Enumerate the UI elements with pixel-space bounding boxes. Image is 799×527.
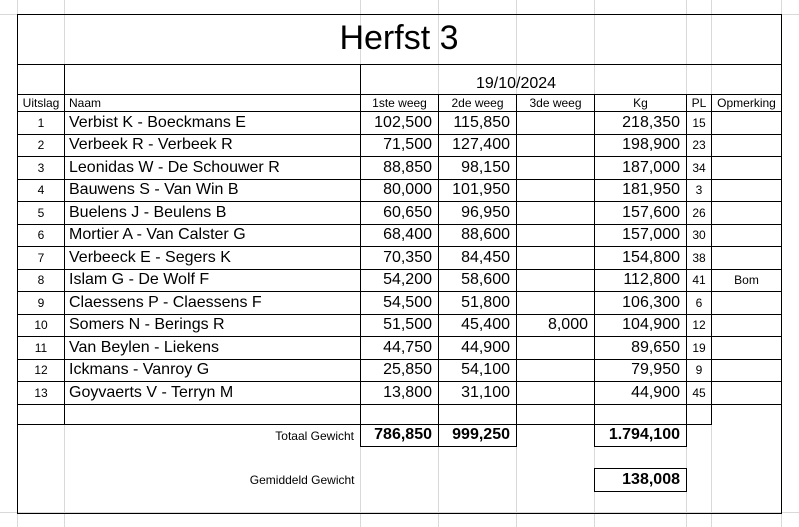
name-cell[interactable]: Leonidas W - De Schouwer R — [65, 157, 361, 180]
kg-cell[interactable]: 112,800 — [595, 269, 687, 292]
empty-cell[interactable] — [712, 447, 782, 469]
empty-cell[interactable] — [18, 404, 65, 424]
header-weeg2[interactable]: 2de weeg — [439, 95, 517, 112]
empty-cell[interactable] — [361, 404, 439, 424]
pl-cell[interactable]: 30 — [687, 224, 712, 247]
kg-cell[interactable]: 198,900 — [595, 134, 687, 157]
name-cell[interactable]: Buelens J - Beulens B — [65, 202, 361, 225]
table-row — [18, 134, 782, 157]
table-row — [18, 292, 782, 315]
weeg1-cell[interactable]: 51,500 — [361, 314, 439, 337]
pl-cell[interactable]: 15 — [687, 112, 712, 135]
rank-cell[interactable]: 2 — [18, 134, 65, 157]
empty-cell[interactable] — [687, 469, 712, 492]
kg-cell[interactable]: 106,300 — [595, 292, 687, 315]
weeg2-cell[interactable]: 101,950 — [439, 179, 517, 202]
weeg3-cell[interactable]: 8,000 — [517, 314, 595, 337]
rank-cell[interactable]: 8 — [18, 269, 65, 292]
opmerking-cell[interactable] — [712, 292, 782, 315]
weeg3-cell[interactable] — [517, 157, 595, 180]
rank-cell[interactable]: 13 — [18, 382, 65, 405]
weeg2-cell[interactable]: 115,850 — [439, 112, 517, 135]
total-weeg2[interactable]: 999,250 — [439, 424, 517, 447]
kg-cell[interactable]: 44,900 — [595, 382, 687, 405]
header-weeg1[interactable]: 1ste weeg — [361, 95, 439, 112]
weeg1-cell[interactable]: 54,200 — [361, 269, 439, 292]
pl-cell[interactable]: 26 — [687, 202, 712, 225]
header-row — [18, 95, 782, 112]
empty-cell[interactable] — [517, 404, 595, 424]
kg-cell[interactable]: 89,650 — [595, 337, 687, 360]
table-row — [18, 224, 782, 247]
pl-cell[interactable]: 41 — [687, 269, 712, 292]
name-cell[interactable]: Somers N - Berings R — [65, 314, 361, 337]
weeg2-cell[interactable]: 54,100 — [439, 359, 517, 382]
kg-cell[interactable]: 79,950 — [595, 359, 687, 382]
table-row — [18, 157, 782, 180]
opmerking-cell[interactable] — [712, 202, 782, 225]
average-row — [18, 469, 782, 492]
weeg2-cell[interactable]: 127,400 — [439, 134, 517, 157]
table-row — [18, 179, 782, 202]
date-text: 19/10/2024 — [475, 75, 557, 92]
weeg2-cell[interactable]: 84,450 — [439, 247, 517, 270]
empty-cell[interactable] — [18, 65, 65, 95]
rank-cell[interactable]: 4 — [18, 179, 65, 202]
opmerking-cell[interactable] — [712, 134, 782, 157]
weeg1-cell[interactable]: 88,850 — [361, 157, 439, 180]
opmerking-cell[interactable] — [712, 112, 782, 135]
name-cell[interactable]: Ickmans - Vanroy G — [65, 359, 361, 382]
date-row — [18, 65, 782, 95]
weeg2-cell[interactable]: 58,600 — [439, 269, 517, 292]
name-cell[interactable]: Van Beylen - Liekens — [65, 337, 361, 360]
opmerking-cell[interactable] — [712, 337, 782, 360]
empty-cell[interactable] — [361, 447, 439, 469]
pl-cell[interactable]: 12 — [687, 314, 712, 337]
empty-cell[interactable] — [65, 404, 361, 424]
weeg3-cell[interactable] — [517, 247, 595, 270]
pl-cell[interactable]: 23 — [687, 134, 712, 157]
rank-cell[interactable]: 3 — [18, 157, 65, 180]
date-cell[interactable] — [361, 65, 782, 95]
empty-cell[interactable] — [18, 424, 65, 447]
weeg1-cell[interactable]: 80,000 — [361, 179, 439, 202]
kg-cell[interactable]: 157,000 — [595, 224, 687, 247]
rank-cell[interactable]: 6 — [18, 224, 65, 247]
weeg3-cell[interactable] — [517, 337, 595, 360]
average-label[interactable]: Gemiddeld Gewicht — [249, 473, 355, 487]
opmerking-cell[interactable] — [712, 382, 782, 405]
header-naam[interactable]: Naam — [65, 95, 361, 112]
empty-cell[interactable] — [595, 447, 687, 469]
weeg2-cell[interactable]: 51,800 — [439, 292, 517, 315]
header-kg[interactable]: Kg — [595, 95, 687, 112]
empty-cell[interactable] — [687, 424, 712, 447]
weeg3-cell[interactable] — [517, 269, 595, 292]
pl-cell[interactable]: 3 — [687, 179, 712, 202]
totals-row — [18, 424, 782, 447]
weeg3-cell[interactable] — [517, 359, 595, 382]
rank-cell[interactable]: 10 — [18, 314, 65, 337]
opmerking-cell[interactable] — [712, 179, 782, 202]
weeg1-cell[interactable]: 54,500 — [361, 292, 439, 315]
empty-cell[interactable] — [18, 469, 65, 492]
weeg1-cell[interactable]: 13,800 — [361, 382, 439, 405]
pl-cell[interactable]: 19 — [687, 337, 712, 360]
empty-cell[interactable] — [687, 447, 712, 469]
spacer-row — [18, 447, 782, 469]
empty-cell[interactable] — [517, 424, 595, 447]
opmerking-cell[interactable] — [712, 247, 782, 270]
kg-cell[interactable]: 157,600 — [595, 202, 687, 225]
rank-cell[interactable]: 7 — [18, 247, 65, 270]
name-cell[interactable]: Mortier A - Van Calster G — [65, 224, 361, 247]
empty-cell[interactable] — [18, 447, 65, 469]
weeg2-cell[interactable]: 88,600 — [439, 224, 517, 247]
pl-cell[interactable]: 45 — [687, 382, 712, 405]
opmerking-cell[interactable] — [712, 359, 782, 382]
name-cell[interactable]: Goyvaerts V - Terryn M — [65, 382, 361, 405]
rank-cell[interactable]: 1 — [18, 112, 65, 135]
table-row — [18, 247, 782, 270]
name-cell[interactable]: Claessens P - Claessens F — [65, 292, 361, 315]
opmerking-cell[interactable]: Bom — [712, 269, 782, 292]
weeg2-cell[interactable]: 98,150 — [439, 157, 517, 180]
empty-cell[interactable] — [439, 404, 517, 424]
header-uitslag[interactable]: Uitslag — [18, 95, 65, 112]
pl-cell[interactable]: 38 — [687, 247, 712, 270]
name-cell[interactable]: Bauwens S - Van Win B — [65, 179, 361, 202]
weeg3-cell[interactable] — [517, 202, 595, 225]
kg-cell[interactable]: 181,950 — [595, 179, 687, 202]
pl-cell[interactable]: 9 — [687, 359, 712, 382]
empty-cell[interactable] — [439, 447, 517, 469]
weeg2-cell[interactable]: 45,400 — [439, 314, 517, 337]
average-kg[interactable]: 138,008 — [595, 469, 687, 492]
table-row — [18, 202, 782, 225]
rank-cell[interactable]: 12 — [18, 359, 65, 382]
name-cell[interactable]: Verbeeck E - Segers K — [65, 247, 361, 270]
empty-cell[interactable] — [687, 404, 712, 424]
table-row — [18, 269, 782, 292]
rank-cell[interactable]: 5 — [18, 202, 65, 225]
weeg1-cell[interactable]: 71,500 — [361, 134, 439, 157]
header-opmerking[interactable]: Opmerking — [712, 95, 782, 112]
empty-cell[interactable] — [65, 65, 361, 95]
sheet-title[interactable]: Herfst 3 — [339, 19, 459, 57]
header-weeg3[interactable]: 3de weeg — [517, 95, 595, 112]
empty-cell[interactable] — [712, 404, 782, 424]
name-cell[interactable]: Islam G - De Wolf F — [65, 269, 361, 292]
opmerking-cell[interactable] — [712, 157, 782, 180]
weeg3-cell[interactable] — [517, 112, 595, 135]
empty-cell[interactable] — [595, 404, 687, 424]
weeg1-cell[interactable]: 25,850 — [361, 359, 439, 382]
name-cell[interactable]: Verbeek R - Verbeek R — [65, 134, 361, 157]
empty-cell[interactable] — [439, 469, 517, 492]
header-pl[interactable]: PL — [687, 95, 712, 112]
table-row — [18, 314, 782, 337]
weeg3-cell[interactable] — [517, 179, 595, 202]
weeg1-cell[interactable]: 60,650 — [361, 202, 439, 225]
weeg1-cell[interactable]: 102,500 — [361, 112, 439, 135]
rank-cell[interactable]: 9 — [18, 292, 65, 315]
pl-cell[interactable]: 34 — [687, 157, 712, 180]
weeg3-cell[interactable] — [517, 134, 595, 157]
empty-cell[interactable] — [712, 469, 782, 492]
table-row — [18, 382, 782, 405]
weeg2-cell[interactable]: 31,100 — [439, 382, 517, 405]
spacer-row — [18, 404, 782, 424]
total-kg[interactable]: 1.794,100 — [595, 424, 687, 447]
empty-cell[interactable] — [361, 469, 439, 492]
table-row — [18, 337, 782, 360]
empty-cell[interactable] — [65, 447, 361, 469]
opmerking-cell[interactable] — [712, 314, 782, 337]
weeg3-cell[interactable] — [517, 224, 595, 247]
results-table — [17, 64, 782, 492]
rank-cell[interactable]: 11 — [18, 337, 65, 360]
pl-cell[interactable]: 6 — [687, 292, 712, 315]
kg-cell[interactable]: 218,350 — [595, 112, 687, 135]
kg-cell[interactable]: 104,900 — [595, 314, 687, 337]
table-row — [18, 112, 782, 135]
weeg3-cell[interactable] — [517, 292, 595, 315]
weeg1-cell[interactable]: 44,750 — [361, 337, 439, 360]
weeg2-cell[interactable]: 44,900 — [439, 337, 517, 360]
total-weeg1[interactable]: 786,850 — [361, 424, 439, 447]
table-row — [18, 359, 782, 382]
gridline — [0, 512, 799, 513]
totals-label[interactable]: Totaal Gewicht — [275, 428, 354, 443]
empty-cell[interactable] — [517, 447, 595, 469]
empty-cell[interactable] — [517, 469, 595, 492]
weeg1-cell[interactable]: 68,400 — [361, 224, 439, 247]
kg-cell[interactable]: 187,000 — [595, 157, 687, 180]
opmerking-cell[interactable] — [712, 224, 782, 247]
weeg1-cell[interactable]: 70,350 — [361, 247, 439, 270]
name-cell[interactable]: Verbist K - Boeckmans E — [65, 112, 361, 135]
kg-cell[interactable]: 154,800 — [595, 247, 687, 270]
empty-cell[interactable] — [712, 424, 782, 447]
weeg3-cell[interactable] — [517, 382, 595, 405]
weeg2-cell[interactable]: 96,950 — [439, 202, 517, 225]
